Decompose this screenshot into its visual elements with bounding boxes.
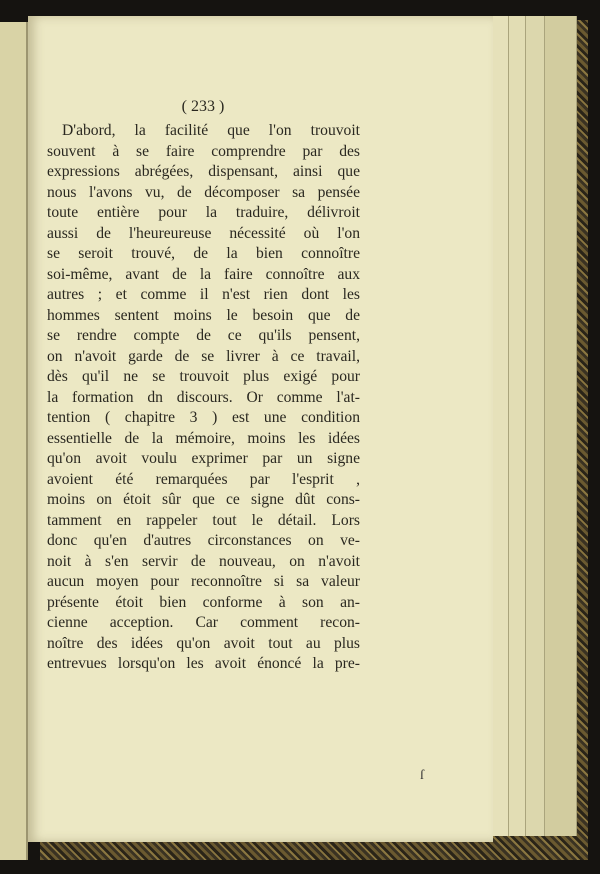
text-line: présente étoit bien conforme à son an- <box>47 593 360 611</box>
text-line: noit à s'en servir de nouveau, on n'avoit <box>47 552 360 570</box>
text-line: tention ( chapitre 3 ) est une condition <box>47 409 360 426</box>
text-line: cienne acception. Car comment recon- <box>47 614 360 631</box>
text-line: la formation dn discours. Or comme l'at- <box>47 388 360 406</box>
text-line: on n'avoit garde de se livrer à ce travail, <box>47 347 360 365</box>
text-line: essentielle de la mémoire, moins les idées <box>47 429 360 447</box>
text-line: toute entière pour la traduire, délivroit <box>47 204 360 221</box>
text-line: D'abord, la facilité que l'on trouvoit <box>62 122 360 139</box>
text-line: soi-même, avant de la faire connoître aux <box>47 265 360 283</box>
text-line: donc qu'en d'autres circonstances on ve- <box>47 532 360 549</box>
body-text <box>47 121 360 675</box>
text-line: aucun moyen pour reconnoître si sa valeur <box>47 573 360 590</box>
text-line: qu'on avoit voulu exprimer par un signe <box>47 450 360 467</box>
text-line: dès qu'il ne se trouvoit plus exigé pour <box>47 368 360 385</box>
text-line: se seroit trouvé, de la bien connoître <box>47 245 360 262</box>
text-line: souvent à se faire comprendre par des <box>47 142 360 160</box>
text-line: hommes sentent moins le besoin que de <box>47 306 360 324</box>
text-line: entrevues lorsqu'on les avoit énoncé la pre- <box>47 655 360 672</box>
text-line: aussi de l'heureureuse nécessité où l'on <box>47 224 360 242</box>
facing-page-edge <box>0 22 28 860</box>
page-number: ( 233 ) <box>181 98 225 115</box>
page-stack-edge <box>540 16 577 836</box>
text-line: avoient été remarquées par l'esprit , <box>47 470 360 488</box>
text-line: expressions abrégées, dispensant, ainsi que <box>47 163 360 180</box>
text-line: tamment en rappeler tout le détail. Lors <box>47 511 360 529</box>
text-line: moins on étoit sûr que ce signe dût cons- <box>47 491 360 508</box>
text-line: nous l'avons vu, de décomposer sa pensée <box>47 183 360 201</box>
text-line: noître des idées qu'on avoit tout au plus <box>47 634 360 652</box>
text-line: se rendre compte de ce qu'ils pensent, <box>47 327 360 344</box>
text-line: autres ; et comme il n'est rien dont les <box>47 286 360 303</box>
stray-mark: ſ <box>420 768 424 783</box>
